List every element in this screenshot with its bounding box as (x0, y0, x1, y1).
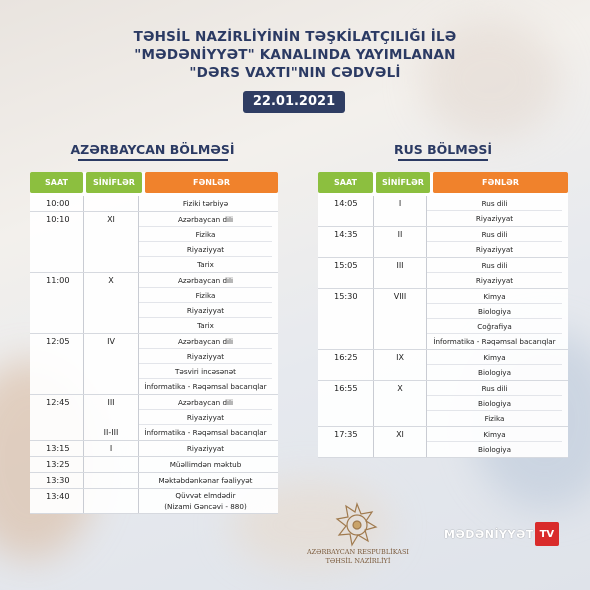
table-row (30, 441, 278, 457)
class-cell (83, 457, 139, 472)
title-line-3: "DƏRS VAXTI"NIN CƏDVƏLİ (189, 65, 401, 81)
table-body (30, 196, 278, 514)
table-row (318, 289, 568, 350)
subject-item: Tarix (197, 260, 214, 269)
class-value: I (398, 199, 402, 208)
subjects-cell (427, 350, 562, 380)
class-value (84, 473, 138, 488)
ministry-emblem-icon (332, 500, 382, 550)
subjects-cell (139, 473, 272, 488)
time-value: 14:35 (334, 229, 358, 239)
time-value: 13:15 (46, 443, 70, 453)
header-classes: SİNİFLƏR (86, 172, 142, 193)
subject-item: Kimya (427, 289, 562, 304)
subject-item: Azərbaycan dili (139, 334, 272, 349)
subject-item: Riyaziyyat (475, 276, 514, 285)
time-value: 13:40 (46, 491, 70, 501)
class-value (84, 489, 138, 504)
table-row (318, 427, 568, 458)
class-value: IV (107, 337, 115, 346)
subject-item: Rus dili (427, 381, 562, 396)
subject-item: Coğrafiya (427, 319, 562, 334)
header-time: SAAT (318, 172, 373, 193)
class-value: XI (107, 215, 115, 224)
subject-item: Tarix (197, 321, 214, 330)
time-cell (30, 441, 83, 456)
table-header (318, 172, 568, 193)
class-cell (83, 473, 139, 488)
subject-item: Riyaziyyat (139, 303, 272, 318)
header-time: SAAT (30, 172, 83, 193)
table-row (318, 196, 568, 227)
subjects-cell (427, 289, 562, 349)
class-value (84, 457, 138, 472)
subjects-cell (139, 395, 272, 440)
table-body (318, 196, 568, 458)
subjects-cell (139, 212, 272, 272)
subject-item: Rus dili (427, 258, 562, 273)
subject-item: Fiziki tərbiyə (182, 199, 229, 208)
time-cell (30, 273, 83, 333)
subjects-cell (427, 258, 562, 288)
time-cell (30, 334, 83, 394)
time-value: 16:55 (334, 383, 358, 393)
tv-logo-text: MƏDƏNİYYƏT (444, 527, 534, 541)
subjects-cell (139, 441, 272, 456)
class-value: VIII (393, 292, 407, 301)
class-cell (373, 350, 427, 380)
subjects-cell (139, 196, 272, 211)
class-value: X (397, 384, 403, 393)
subjects-cell (139, 334, 272, 394)
table-header (30, 172, 278, 193)
class-value (84, 410, 138, 425)
class-cell (373, 381, 427, 426)
table-row (30, 334, 278, 395)
time-cell (318, 427, 373, 457)
subject-item: Məktəbdənkənar fəaliyyət (158, 476, 253, 485)
class-cell (83, 273, 139, 333)
class-value: II-III (103, 428, 119, 437)
class-value: XI (396, 430, 404, 439)
subject-item: Biologiya (478, 445, 511, 454)
page-title (0, 28, 590, 82)
header-subjects: FƏNLƏR (433, 172, 568, 193)
subjects-cell (139, 273, 272, 333)
subject-item: Fizika (484, 414, 505, 423)
time-value: 10:00 (46, 198, 70, 208)
time-cell (318, 227, 373, 257)
subject-item: Kimya (427, 427, 562, 442)
date-badge: 22.01.2021 (243, 91, 345, 113)
time-cell (30, 395, 83, 440)
class-value: IX (396, 353, 404, 362)
madeniyyet-tv-logo (444, 522, 559, 546)
subject-item: Biologiya (427, 304, 562, 319)
time-value: 14:05 (334, 198, 358, 208)
time-cell (318, 381, 373, 426)
subject-item: Riyaziyyat (475, 245, 514, 254)
subjects-cell (427, 427, 562, 457)
subjects-cell (427, 381, 562, 426)
subject-item: Fizika (139, 288, 272, 303)
class-value (84, 196, 138, 211)
time-cell (30, 473, 83, 488)
class-cell (83, 441, 139, 456)
section-title-underline (398, 159, 488, 161)
subject-item: Fizika (139, 227, 272, 242)
subject-item: Biologiya (427, 396, 562, 411)
table-row (318, 381, 568, 427)
ministry-line-1: AZƏRBAYCAN RESPUBLİKASI (306, 548, 410, 556)
subject-item: Rus dili (427, 196, 562, 211)
title-line-1: TƏHSİL NAZİRLİYİNİN TƏŞKİLATÇILIĞI İLƏ (133, 29, 457, 45)
table-row (30, 489, 278, 514)
time-cell (30, 489, 83, 513)
section-title-text: AZƏRBAYCAN BÖLMƏSİ (70, 142, 235, 157)
tv-logo-box: TV (535, 522, 559, 546)
subject-item: Rus dili (427, 227, 562, 242)
subject-item: Qüvvət elmdədir (Nizami Gəncəvi - 880) (164, 491, 247, 511)
time-value: 12:45 (46, 397, 70, 407)
table-row (318, 227, 568, 258)
section-title-russian (318, 142, 568, 161)
subject-item: İnformatika - Rəqəmsal bacarıqlar (144, 382, 267, 391)
subject-item: Azərbaycan dili (139, 273, 272, 288)
subject-item: Azərbaycan dili (139, 395, 272, 410)
class-cell (373, 227, 427, 257)
class-cell (373, 196, 427, 226)
subjects-cell (139, 457, 272, 472)
time-value: 11:00 (46, 275, 70, 285)
class-cell (373, 258, 427, 288)
table-row (30, 473, 278, 489)
time-value: 13:25 (46, 459, 70, 469)
class-cell (83, 334, 139, 394)
subject-item: Riyaziyyat (139, 242, 272, 257)
class-value: I (109, 444, 113, 453)
time-cell (318, 258, 373, 288)
header-subjects: FƏNLƏR (145, 172, 278, 193)
class-cell (83, 395, 139, 440)
subject-item: İnformatika - Rəqəmsal bacarıqlar (144, 428, 267, 437)
section-title-azerbaijani (30, 142, 275, 161)
time-value: 15:30 (334, 291, 358, 301)
title-line-2: "MƏDƏNİYYƏT" KANALINDA YAYIMLANAN (134, 47, 456, 63)
subject-item: İnformatika - Rəqəmsal bacarıqlar (433, 337, 556, 346)
time-value: 13:30 (46, 475, 70, 485)
table-row (30, 196, 278, 212)
time-cell (30, 457, 83, 472)
schedule-table-azerbaijani (30, 172, 278, 514)
table-row (318, 258, 568, 289)
subject-item: Kimya (427, 350, 562, 365)
table-row (30, 273, 278, 334)
section-title-text: RUS BÖLMƏSİ (394, 142, 492, 157)
subjects-cell (427, 227, 562, 257)
table-row (30, 395, 278, 441)
subject-item: Müəllimdən məktub (169, 460, 242, 469)
class-cell (373, 289, 427, 349)
time-value: 16:25 (334, 352, 358, 362)
table-row (30, 212, 278, 273)
section-title-underline (78, 159, 228, 161)
class-value: III (107, 398, 115, 407)
time-value: 15:05 (334, 260, 358, 270)
time-cell (318, 289, 373, 349)
subject-item: Riyaziyyat (186, 444, 225, 453)
ministry-line-2: TƏHSİL NAZİRLİYİ (325, 557, 391, 565)
subjects-cell (427, 196, 562, 226)
time-value: 17:35 (334, 429, 358, 439)
time-value: 12:05 (46, 336, 70, 346)
subject-item: Riyaziyyat (475, 214, 514, 223)
subject-item: Riyaziyyat (139, 410, 272, 425)
table-row (30, 457, 278, 473)
class-cell (83, 196, 139, 211)
subject-item: Biologiya (478, 368, 511, 377)
class-value: III (396, 261, 404, 270)
class-cell (373, 427, 427, 457)
time-cell (318, 196, 373, 226)
header-classes: SİNİFLƏR (376, 172, 430, 193)
class-value: X (108, 276, 114, 285)
schedule-table-russian (318, 172, 568, 458)
subject-item: Azərbaycan dili (139, 212, 272, 227)
class-cell (83, 489, 139, 513)
time-value: 10:10 (46, 214, 70, 224)
table-row (318, 350, 568, 381)
ministry-caption (300, 548, 416, 566)
class-cell (83, 212, 139, 272)
subjects-cell (139, 489, 272, 513)
time-cell (30, 196, 83, 211)
subject-item: Təsviri incəsənət (139, 364, 272, 379)
class-value: II (397, 230, 403, 239)
subject-item: Riyaziyyat (139, 349, 272, 364)
time-cell (30, 212, 83, 272)
time-cell (318, 350, 373, 380)
